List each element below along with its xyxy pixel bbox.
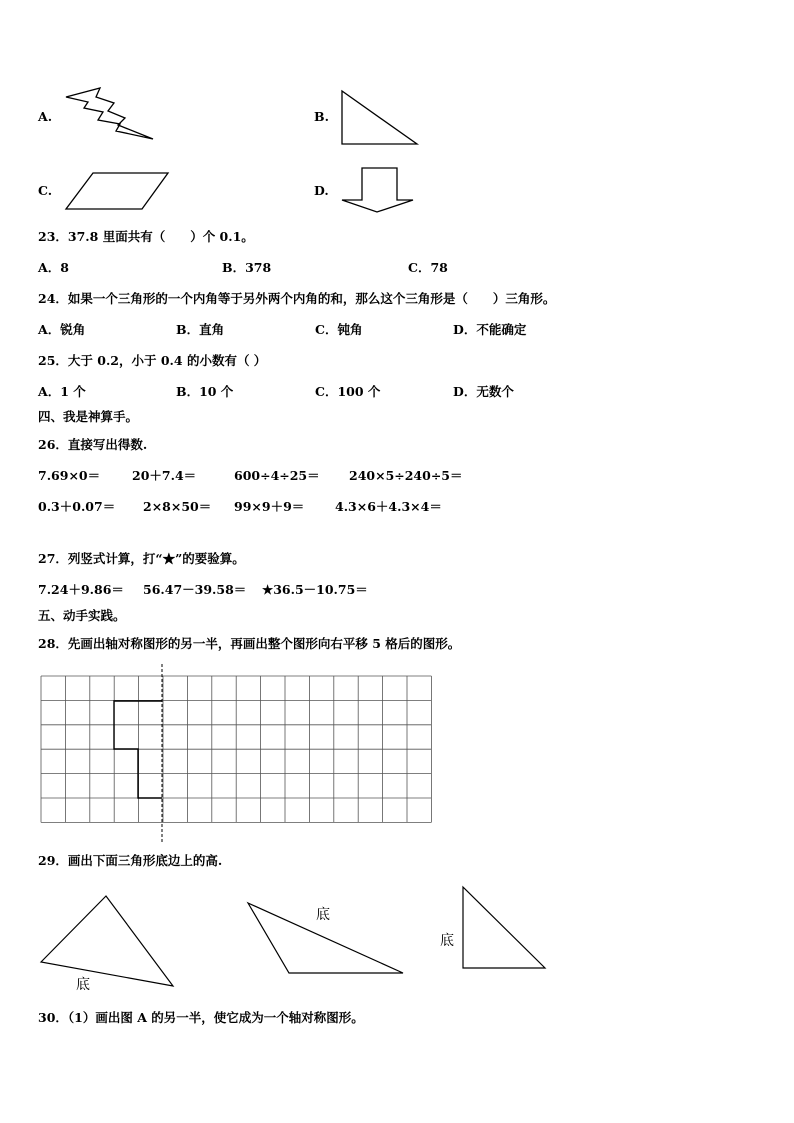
q26-item: 0.3＋0.07＝ bbox=[38, 499, 116, 514]
triangle-1 bbox=[41, 896, 173, 986]
q26-item: 240×5÷240÷5＝ bbox=[349, 468, 463, 483]
question-26: 26．直接写出得数. bbox=[38, 437, 148, 452]
q25-option-d: D．无数个 bbox=[453, 384, 514, 399]
q26-item: 4.3×6＋4.3×4＝ bbox=[335, 499, 442, 514]
section-5-heading: 五、动手实践。 bbox=[38, 608, 126, 623]
question-29: 29．画出下面三角形底边上的高. bbox=[38, 853, 223, 868]
q24-option-c: C．钝角 bbox=[315, 322, 363, 337]
question-24: 24．如果一个三角形的一个内角等于另外两个内角的和，那么这个三角形是（ ）三角形。 bbox=[38, 291, 556, 306]
q27-item: 7.24＋9.86＝ bbox=[38, 582, 124, 597]
q23-option-b: B．378 bbox=[222, 260, 272, 275]
q25-option-a: A．1 个 bbox=[38, 384, 86, 399]
q25-option-b: B．10 个 bbox=[176, 384, 234, 399]
question-27: 27．列竖式计算，打“★”的要验算。 bbox=[38, 551, 245, 566]
q26-item: 20＋7.4＝ bbox=[132, 468, 197, 483]
q26-item: 600÷4÷25＝ bbox=[234, 468, 320, 483]
option-c-label: C. bbox=[38, 183, 53, 198]
q24-option-b: B．直角 bbox=[176, 322, 225, 337]
question-30: 30．（1）画出图 A 的另一半，使它成为一个轴对称图形。 bbox=[38, 1010, 364, 1025]
q26-item: 2×8×50＝ bbox=[143, 499, 212, 514]
q26-item: 7.69×0＝ bbox=[38, 468, 101, 483]
base-label-1: 底 bbox=[76, 977, 90, 993]
option-a-label: A. bbox=[38, 109, 53, 124]
option-b-label: B. bbox=[314, 109, 329, 124]
q24-option-d: D．不能确定 bbox=[453, 322, 527, 337]
q23-option-c: C．78 bbox=[408, 260, 448, 275]
option-d-label: D. bbox=[314, 183, 329, 198]
q26-item: 99×9＋9＝ bbox=[234, 499, 305, 514]
q27-item: 56.47－39.58＝ bbox=[143, 582, 247, 597]
triangle-3 bbox=[463, 887, 545, 968]
base-label-3: 底 bbox=[440, 933, 454, 949]
question-25: 25．大于 0.2，小于 0.4 的小数有（ ） bbox=[38, 353, 267, 368]
q25-option-c: C．100 个 bbox=[315, 384, 381, 399]
q27-item-starred: ★36.5－10.75＝ bbox=[262, 582, 368, 597]
q23-option-a: A．8 bbox=[38, 260, 69, 275]
section-4-heading: 四、我是神算手。 bbox=[38, 409, 139, 424]
base-label-2: 底 bbox=[316, 907, 330, 923]
question-23: 23．37.8 里面共有（ ）个 0.1。 bbox=[38, 229, 254, 244]
question-28: 28．先画出轴对称图形的另一半，再画出整个图形向右平移 5 格后的图形。 bbox=[38, 636, 461, 651]
q24-option-a: A．锐角 bbox=[38, 322, 86, 337]
